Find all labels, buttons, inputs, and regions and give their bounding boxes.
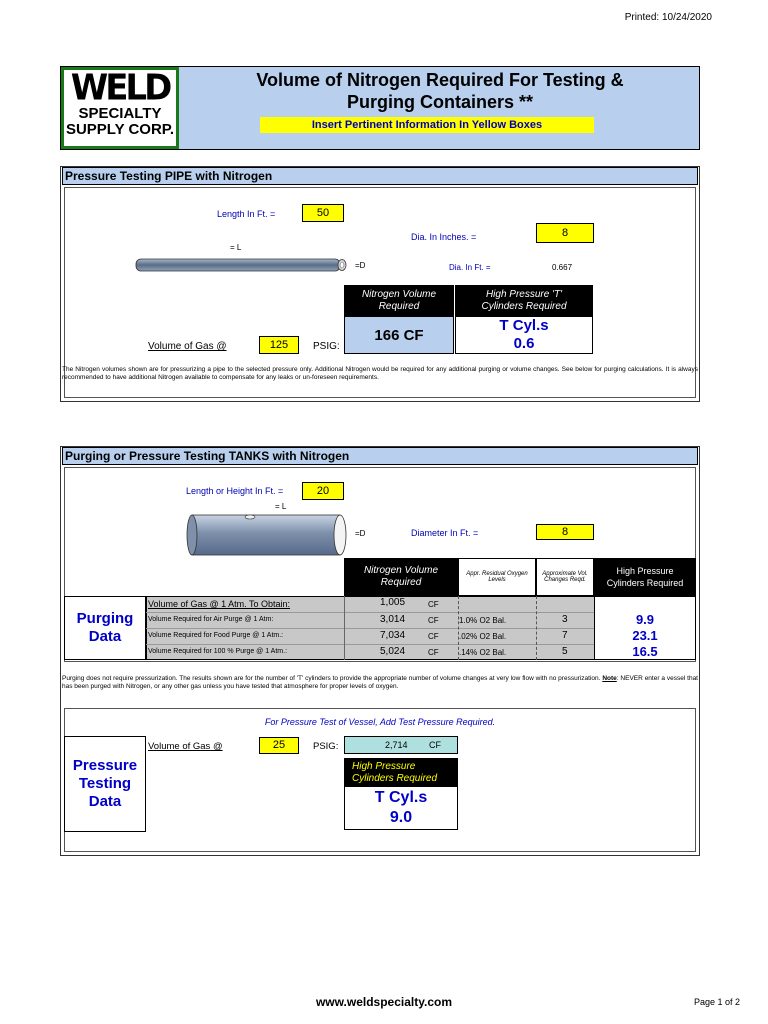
test-psig-input[interactable]: 25 bbox=[259, 737, 299, 754]
page-title bbox=[190, 69, 690, 113]
tank-changes-header: Approximate Vol. Changes Reqd. bbox=[536, 558, 594, 596]
row-value: 1,005 bbox=[380, 597, 406, 608]
tank-l-label: = L bbox=[275, 502, 287, 511]
pipe-nitrogen-header: Nitrogen Volume Required bbox=[344, 285, 454, 316]
logo-supply-corp: SUPPLY CORP. bbox=[65, 121, 175, 138]
cyl-value-full: 16.5 bbox=[632, 644, 658, 659]
testing-word: Testing bbox=[78, 775, 132, 792]
pipe-length-label: Length In Ft. = bbox=[217, 209, 276, 219]
row-label: Volume Required for 100 % Purge @ 1 Atm.: bbox=[148, 648, 288, 655]
company-logo bbox=[61, 67, 179, 149]
row-changes: 3 bbox=[562, 614, 568, 625]
row-oxygen: .14% O2 Bal. bbox=[459, 648, 507, 657]
tank-length-input[interactable]: 20 bbox=[302, 482, 344, 500]
pipe-length-input[interactable]: 50 bbox=[302, 204, 344, 222]
row-oxygen: 1.0% O2 Bal. bbox=[459, 616, 507, 625]
test-cyl-header: High Pressure Cylinders Required bbox=[344, 758, 458, 786]
row-unit: CF bbox=[428, 616, 439, 625]
logo-weld: WELD bbox=[70, 67, 170, 109]
test-result-unit: CF bbox=[429, 740, 441, 750]
pipe-volume-label: Volume of Gas @ bbox=[148, 341, 227, 352]
tank-illustration bbox=[186, 512, 350, 558]
tank-oxygen-header: Appr. Residual Oxygen Levels bbox=[458, 558, 536, 596]
purging-note-text: Purging does not require pressurization. The results shown are for the number of 'T' cylinders to provide the appropriate number of volume changes at very low flow with no pressurization. bbox=[62, 675, 603, 682]
purging-word: Purging bbox=[76, 610, 134, 627]
pressure-testing-label bbox=[64, 736, 146, 832]
cyl-value-air: 9.9 bbox=[635, 612, 655, 627]
tanks-section-title: Purging or Pressure Testing TANKS with Nitrogen bbox=[62, 447, 698, 465]
pipe-dia-ft-value: 0.667 bbox=[552, 263, 573, 272]
footer-page-number: Page 1 of 2 bbox=[693, 997, 740, 1007]
table-row bbox=[146, 628, 594, 644]
printed-date: Printed: 10/24/2020 bbox=[624, 12, 712, 23]
tank-dia-input[interactable]: 8 bbox=[536, 524, 594, 540]
table-divider bbox=[458, 596, 459, 660]
pipe-l-label: = L bbox=[230, 243, 242, 252]
pipe-dia-in-input[interactable]: 8 bbox=[536, 223, 594, 243]
test-psig-label: PSIG: bbox=[313, 741, 339, 752]
table-divider bbox=[536, 596, 537, 660]
data-word: Data bbox=[88, 628, 122, 645]
row-unit: CF bbox=[428, 632, 439, 641]
cyl-value-food: 23.1 bbox=[632, 628, 658, 643]
purging-data-label bbox=[64, 596, 146, 660]
tank-nitrogen-header: Nitrogen Volume Required bbox=[344, 558, 458, 596]
footer-website[interactable]: www.weldspecialty.com bbox=[315, 995, 453, 1009]
row-value: 5,024 bbox=[380, 646, 406, 657]
test-cylinders-result bbox=[344, 786, 458, 830]
pressure-test-instruction: For Pressure Test of Vessel, Add Test Pressure Required. bbox=[264, 717, 496, 727]
purging-note-bold: Note bbox=[602, 675, 617, 682]
tank-dia-label: Diameter In Ft. = bbox=[411, 528, 479, 538]
row-changes: 5 bbox=[562, 646, 568, 657]
pipe-cylinders-header: High Pressure 'T' Cylinders Required bbox=[455, 285, 593, 316]
logo-specialty: SPECIALTY bbox=[78, 105, 162, 122]
pressure-word: Pressure bbox=[72, 757, 138, 774]
table-row bbox=[146, 612, 594, 628]
purging-note bbox=[62, 675, 698, 691]
row-changes: 7 bbox=[562, 630, 568, 641]
test-cyl-value: 9.0 bbox=[389, 809, 413, 826]
instruction-banner: Insert Pertinent Information In Yellow Boxes bbox=[260, 117, 594, 133]
tank-cyl-header: High Pressure Cylinders Required bbox=[594, 558, 696, 596]
test-cyl-label: T Cyl.s bbox=[374, 789, 428, 806]
pipe-dia-in-label: Dia. In Inches. = bbox=[411, 232, 477, 242]
row-label: Volume Required for Air Purge @ 1 Atm: bbox=[148, 616, 274, 623]
table-divider bbox=[344, 596, 345, 660]
row-value: 3,014 bbox=[380, 614, 406, 625]
pipe-illustration bbox=[134, 256, 350, 274]
data-word-2: Data bbox=[88, 793, 122, 810]
tank-d-label: =D bbox=[355, 529, 366, 538]
pipe-d-label: =D bbox=[355, 261, 366, 270]
row-unit: CF bbox=[428, 600, 439, 609]
pipe-psig-label: PSIG: bbox=[313, 341, 340, 352]
row-value: 7,034 bbox=[380, 630, 406, 641]
title-line-1: Volume of Nitrogen Required For Testing & bbox=[256, 70, 624, 90]
pipe-psig-input[interactable]: 125 bbox=[259, 336, 299, 354]
title-line-2: Purging Containers ** bbox=[346, 92, 534, 112]
purging-note-text-2: : NEVER enter a vessel that has been purged with Nitrogen, or any other gas unless you have tested that atmosphere for proper levels of oxygen. bbox=[62, 675, 698, 690]
row-unit: CF bbox=[428, 648, 439, 657]
test-result-cell bbox=[344, 736, 458, 754]
row-label: Volume of Gas @ 1 Atm. To Obtain: bbox=[148, 599, 291, 609]
pipe-nitrogen-result: 166 CF bbox=[344, 316, 454, 354]
table-row bbox=[146, 596, 594, 612]
pipe-cylinders-result bbox=[455, 316, 593, 354]
row-label: Volume Required for Food Purge @ 1 Atm.: bbox=[148, 632, 284, 639]
pipe-section-title: Pressure Testing PIPE with Nitrogen bbox=[62, 167, 698, 185]
row-oxygen: .02% O2 Bal. bbox=[459, 632, 507, 641]
test-result-value: 2,714 bbox=[385, 740, 408, 750]
pipe-cyl-label: T Cyl.s bbox=[499, 317, 549, 334]
table-row bbox=[146, 644, 594, 660]
tank-length-label: Length or Height In Ft. = bbox=[186, 486, 284, 496]
test-volume-label: Volume of Gas @ bbox=[148, 741, 223, 752]
pipe-dia-ft-label: Dia. In Ft. = bbox=[449, 263, 491, 272]
pipe-cyl-value: 0.6 bbox=[513, 335, 535, 352]
pipe-note: The Nitrogen volumes shown are for pressurizing a pipe to the selected pressure only. Additional Nitrogen would be required for any additional purging or volume changes. See below for purging calculations. It is always recommended to have additional Nitrogen available to compensate for any leaks or un-foreseen requirements. bbox=[62, 366, 698, 381]
